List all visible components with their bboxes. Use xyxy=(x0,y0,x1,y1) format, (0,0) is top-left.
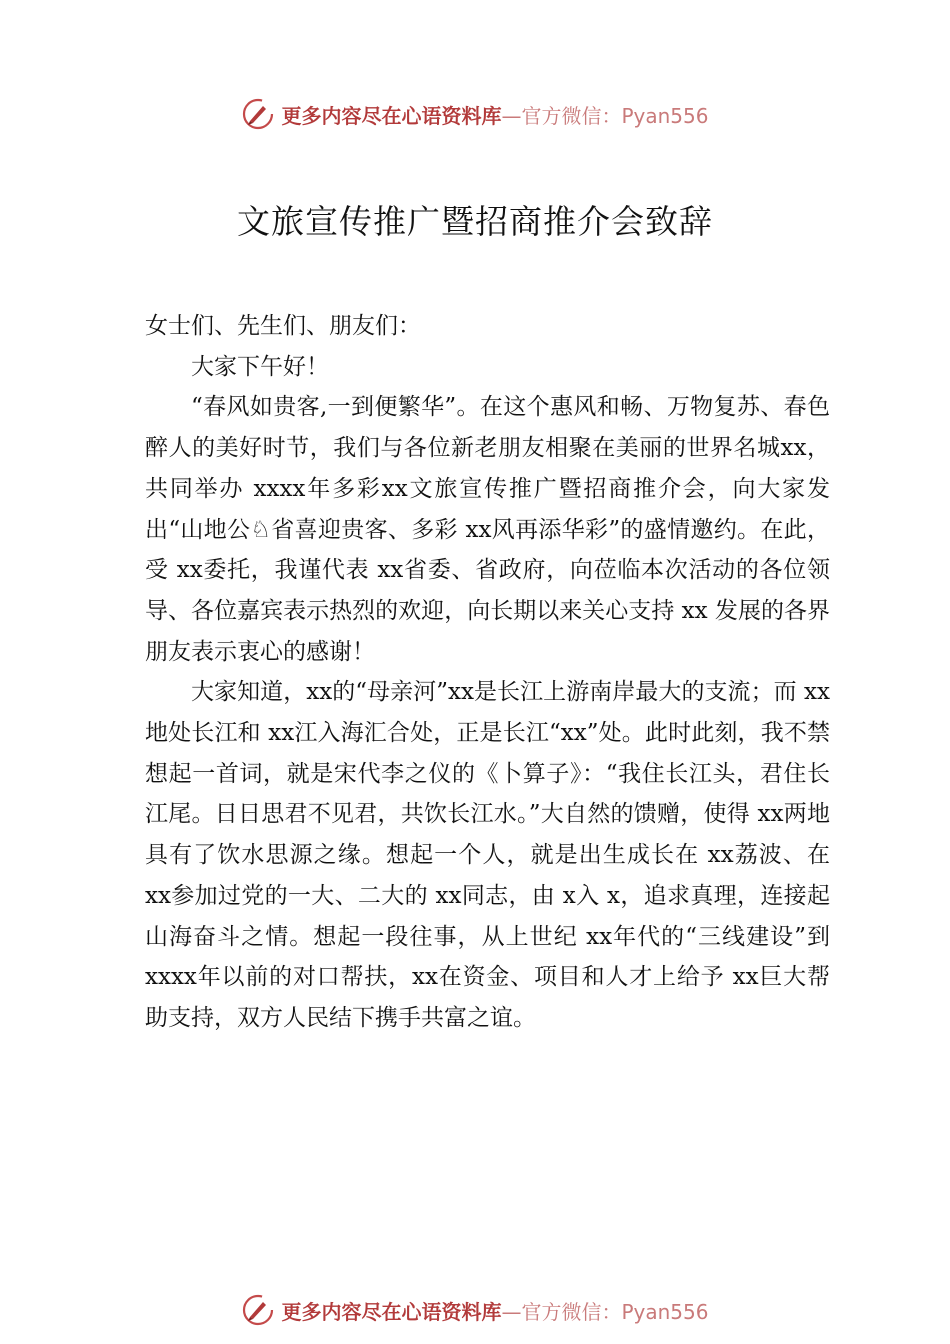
paragraph-1: “春风如贵客,一到便繁华”。在这个惠风和畅、万物复苏、春色醉人的美好时节，我们与各位新老朋友相聚在美丽的世界名城xx，共同举办 xxxx年多彩xx文旅宣传推广暨招商推介会，向大家发出“山地公♘省喜迎贵客、多彩 xx风再添华彩”的盛情邀约。在此，受 xx委托，我谨代表 xx省委、省政府，向莅临本次活动的各位领导、各位嘉宾表示热烈的欢迎，向长期以来关心支持 xx 发展的各界朋友表示衷心的感谢！ xyxy=(145,394,830,665)
banner-wechat-text: —官方微信：Pyan556 xyxy=(501,103,709,128)
banner-library-text: 更多内容尽在心语资料库 xyxy=(281,1299,502,1324)
document-body xyxy=(145,306,830,1039)
brush-pen-icon xyxy=(241,97,275,131)
header-banner xyxy=(0,94,950,134)
greeting: 大家下午好！ xyxy=(191,353,329,380)
paragraph-2: 大家知道，xx的“母亲河”xx是长江上游南岸最大的支流；而 xx地处长江和 xx江入海汇合处，正是长江“xx”处。此时此刻，我不禁想起一首词，就是宋代李之仪的《卜算子》：“我住长江头，君住长江尾。日日思君不见君，共饮长江水。”大自然的馈赠，使得 xx两地具有了饮水思源之缘。想起一个人，就是出生成长在 xx荔波、在 xx参加过党的一大、二大的 xx同志，由 x入 x，追求真理，连接起山海奋斗之情。想起一段往事，从上世纪 xx年代的“三线建设”到 xxxx年以前的对口帮扶，xx在资金、项目和人才上给予 xx巨大帮助支持，双方人民结下携手共富之谊。 xyxy=(145,679,830,1031)
banner-library-text: 更多内容尽在心语资料库 xyxy=(281,103,502,128)
brush-pen-icon xyxy=(241,1293,275,1327)
document-title: 文旅宣传推广暨招商推介会致辞 xyxy=(237,202,713,241)
salutation: 女士们、先生们、朋友们： xyxy=(145,313,421,339)
footer-banner xyxy=(0,1290,950,1330)
banner-wechat-text: —官方微信：Pyan556 xyxy=(501,1299,709,1324)
